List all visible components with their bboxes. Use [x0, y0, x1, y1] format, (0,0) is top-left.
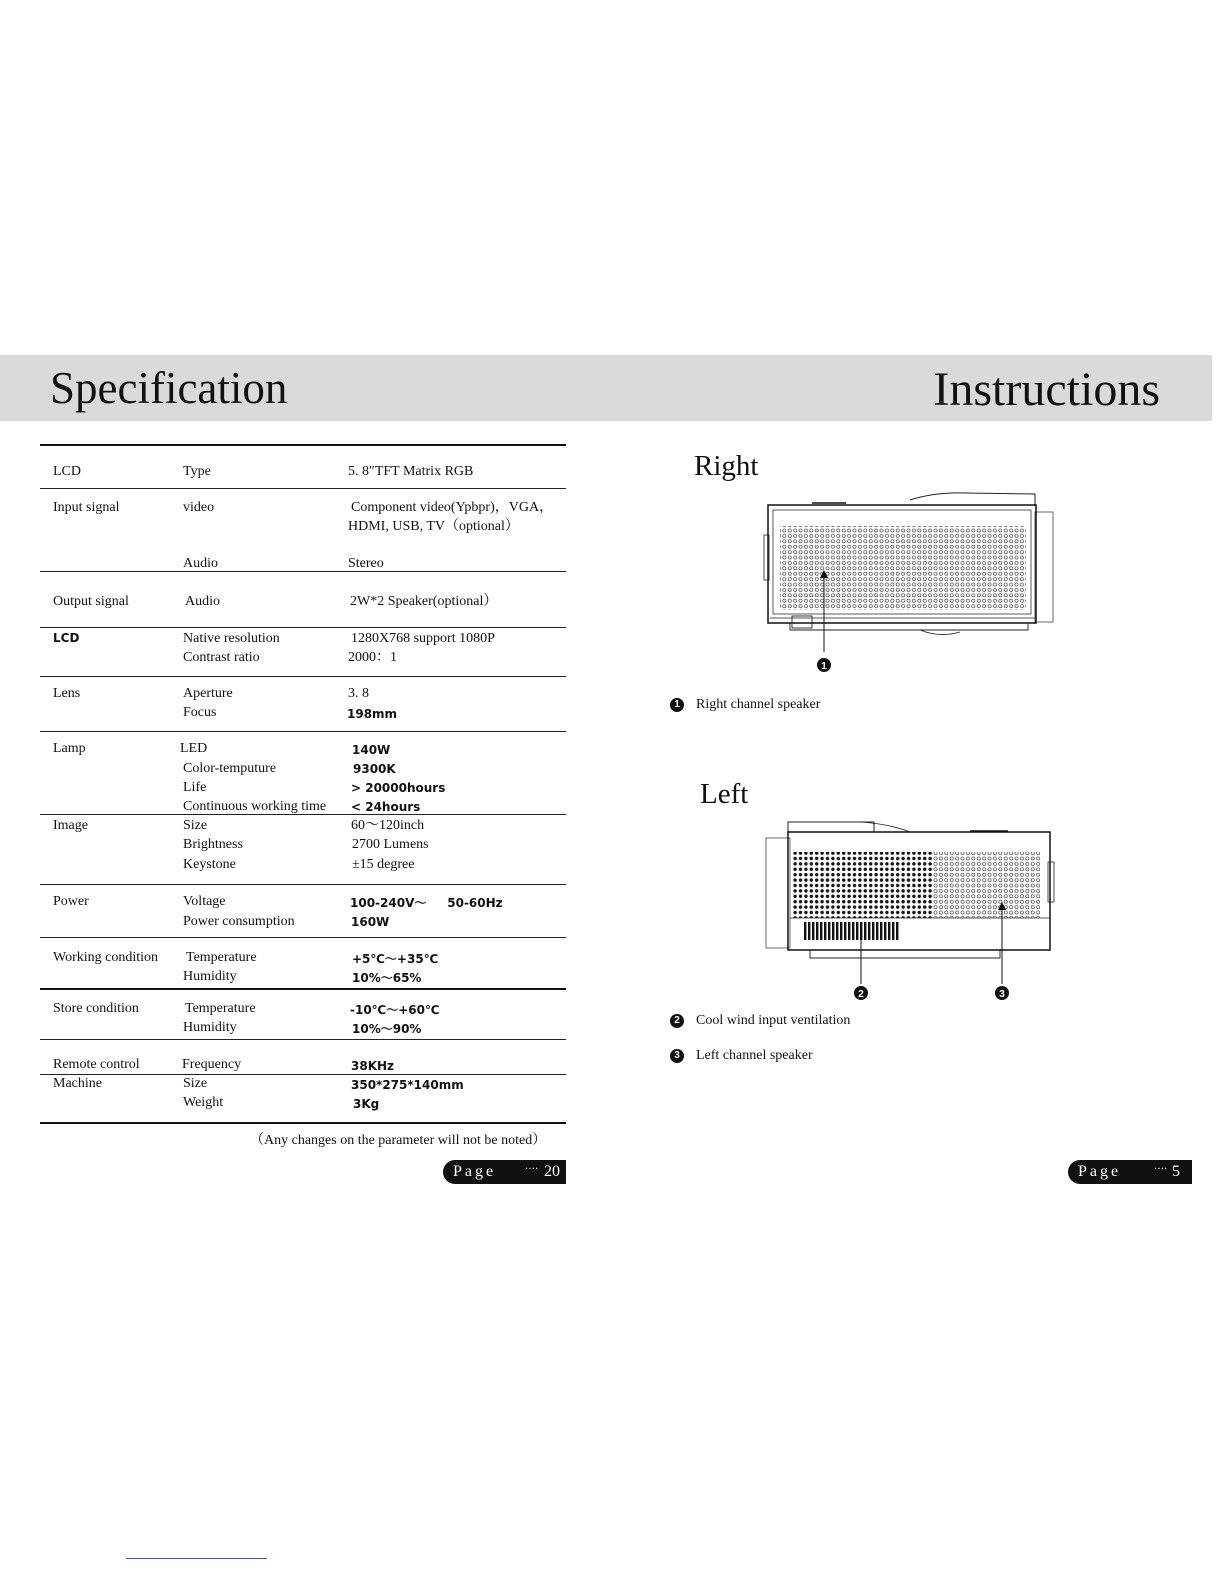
spec-category: Working condition [53, 950, 159, 965]
page-dots: ···· [525, 1164, 539, 1175]
spec-category: Remote control [53, 1057, 140, 1072]
svg-text:2: 2 [858, 989, 864, 1000]
spec-value: 10%～90% [352, 1022, 422, 1036]
spec-category: Lamp [53, 741, 86, 756]
spec-item: Continuous working time [183, 799, 327, 814]
callout-3 [670, 1046, 813, 1065]
spec-item: Audio [183, 556, 218, 571]
number-badge-icon: 3 [670, 1049, 684, 1063]
spec-item: Humidity [183, 1020, 237, 1035]
spec-value: 5. 8″TFT Matrix RGB [348, 464, 474, 479]
table-rule [40, 1039, 566, 1040]
spec-category: Power [53, 894, 89, 909]
table-rule [40, 488, 566, 489]
svg-text:1: 1 [821, 661, 827, 672]
spec-value: 38KHz [351, 1059, 395, 1073]
spec-value: 2000：1 [348, 650, 397, 665]
spec-value: 3Kg [353, 1097, 380, 1111]
spec-item: Frequency [182, 1057, 242, 1072]
spec-item: Temperature [185, 1001, 256, 1016]
spec-value: Stereo [348, 556, 384, 571]
spec-value: 60～120inch [351, 818, 425, 833]
table-rule [40, 571, 566, 572]
spec-category: Image [53, 818, 88, 833]
page-title-specification: Specification [50, 363, 288, 413]
spec-item: Brightness [183, 837, 243, 852]
page-number: 20 [544, 1163, 560, 1180]
spec-item: Voltage [183, 894, 226, 909]
spec-item: Weight [183, 1095, 224, 1110]
spec-value: 3. 8 [348, 686, 369, 701]
spec-item: Audio [185, 594, 220, 609]
page-number-badge-left [443, 1160, 566, 1184]
table-rule-top [40, 444, 566, 446]
callout-1 [670, 695, 820, 714]
projector-right-view [760, 490, 1060, 680]
spec-value: < 24hours [351, 800, 421, 814]
spec-item: Life [183, 780, 207, 795]
spec-value: 2W*2 Speaker(optional） [350, 594, 498, 609]
page-title-instructions: Instructions [933, 363, 1160, 416]
spec-value: > 20000hours [351, 781, 446, 795]
callout-text: Cool wind input ventilation [696, 1013, 851, 1028]
number-badge-icon: 1 [670, 698, 684, 712]
spec-value: 160W [351, 915, 390, 929]
spec-item: video [183, 500, 215, 515]
table-rule [40, 1074, 566, 1075]
table-rule [40, 988, 566, 990]
spec-category: LCD [53, 631, 80, 645]
callout-text: Left channel speaker [696, 1048, 813, 1063]
spec-value: Component video(Ypbpr)，VGA， [351, 500, 554, 515]
spec-value: 10%～65% [352, 971, 422, 985]
page-dots: ···· [1154, 1164, 1168, 1175]
spec-item: Power consumption [183, 914, 295, 929]
footer-underline [126, 1558, 267, 1559]
page-label: Page [1078, 1163, 1122, 1180]
spec-value: 1280X768 support 1080P [351, 631, 495, 646]
page-number: 5 [1172, 1163, 1180, 1180]
section-heading-right: Right [694, 450, 759, 482]
spec-value: 198mm [347, 707, 398, 721]
table-rule [40, 884, 566, 885]
spec-category: Input signal [53, 500, 120, 515]
projector-left-view [760, 818, 1060, 1008]
spec-category: LCD [53, 464, 81, 479]
spec-item: Size [183, 1076, 208, 1091]
spec-item: Contrast ratio [183, 650, 260, 665]
spec-category: Lens [53, 686, 81, 701]
page-label: Page [453, 1163, 497, 1180]
spec-item: Aperture [183, 686, 233, 701]
spec-value: +5℃～+35℃ [352, 952, 439, 966]
table-rule [40, 731, 566, 732]
table-rule [40, 937, 566, 938]
spec-value: -10℃～+60℃ [350, 1003, 440, 1017]
spec-value: 9300K [353, 762, 396, 776]
spec-item: Humidity [183, 969, 237, 984]
svg-text:3: 3 [999, 989, 1005, 1000]
spec-item: Native resolution [183, 631, 280, 646]
callout-text: Right channel speaker [696, 697, 821, 712]
spec-value: 140W [352, 743, 391, 757]
section-heading-left: Left [700, 778, 749, 810]
spec-item: Focus [183, 705, 217, 720]
spec-category: Machine [53, 1076, 102, 1091]
number-badge-icon: 2 [670, 1014, 684, 1028]
spec-value: 100-240V～ 50-60Hz [350, 896, 503, 910]
spec-item: Size [183, 818, 208, 833]
spec-item: Type [183, 464, 211, 479]
spec-value-continued: HDMI, USB, TV（optional） [348, 519, 519, 534]
spec-note: （Any changes on the parameter will not be noted） [250, 1133, 547, 1148]
page-number-badge-right [1068, 1160, 1192, 1184]
callout-2 [670, 1011, 850, 1030]
spec-value: ±15 degree [352, 857, 415, 872]
spec-value: 350*275*140mm [351, 1078, 464, 1092]
table-rule [40, 627, 566, 628]
spec-item: Keystone [183, 857, 236, 872]
table-rule [40, 676, 566, 677]
spec-category: Store condition [53, 1001, 139, 1016]
spec-category: Output signal [53, 594, 129, 609]
spec-item: LED [180, 741, 208, 756]
spec-value: 2700 Lumens [352, 837, 429, 852]
spec-item: Temperature [186, 950, 257, 965]
table-rule-bottom [40, 1122, 566, 1124]
spec-item: Color-temputure [183, 761, 277, 776]
